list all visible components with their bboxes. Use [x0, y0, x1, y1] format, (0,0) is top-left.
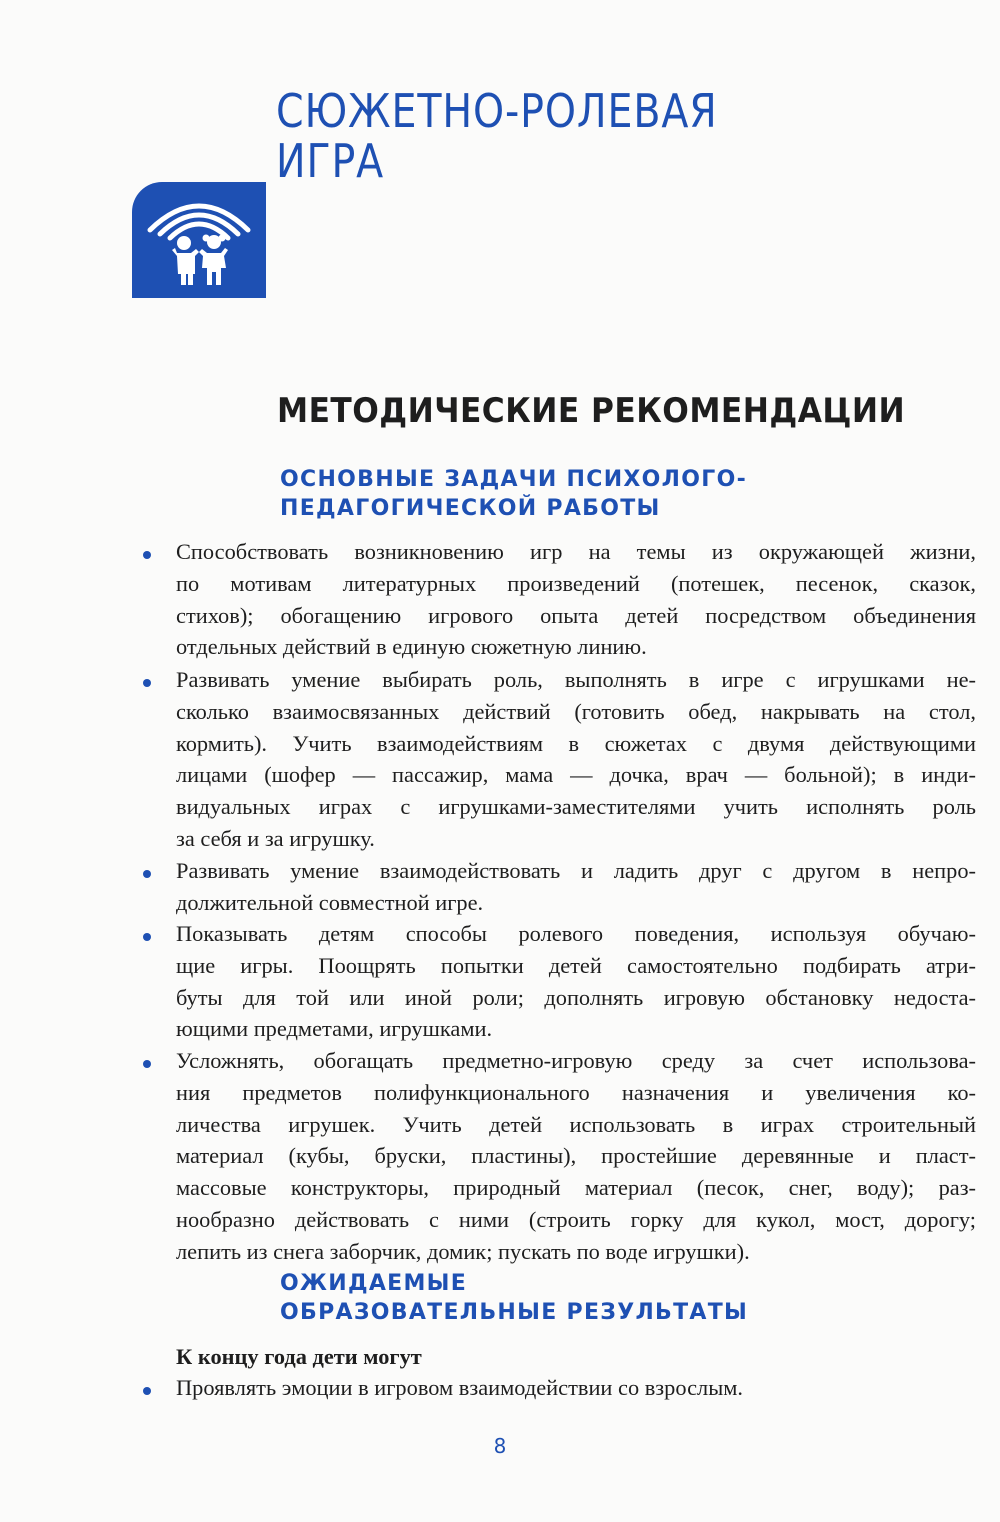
bullet-icon — [143, 1060, 151, 1068]
list-item — [176, 855, 976, 919]
list-item — [176, 918, 976, 1045]
list-item-line: Показывать детям способы ролевого поведения, используя обучаю- — [176, 921, 976, 946]
list-item-line: нообразно действовать с ними (строить горку для кукол, мост, дорогу; — [176, 1206, 976, 1232]
bullet-icon — [143, 1387, 151, 1395]
list-item-line: видуальных играх с игрушками-заместителями учить исполнять роль — [176, 794, 976, 820]
children-rainbow-icon-graphic — [132, 182, 266, 298]
list-item-line: материал (кубы, бруски, пластины), простейшие деревянные и пласт- — [176, 1143, 976, 1169]
list-item-line: буты для той или иной роли; дополнять игровую обстановку недоста- — [176, 984, 976, 1010]
tasks-title — [280, 465, 747, 523]
list-item — [176, 1045, 976, 1268]
list-item-line: массовые конструкторы, природный материал (песок, снег, воду); раз- — [176, 1175, 976, 1201]
list-item-line: Проявлять эмоции в игровом взаимодействии со взрослым. — [176, 1375, 744, 1400]
chapter-title-line: ИГРА — [276, 134, 385, 188]
list-item — [176, 536, 976, 663]
list-item-line: Развивать умение взаимодействовать и ладить друг с другом в непро- — [176, 858, 976, 883]
list-item-line: Усложнять, обогащать предметно-игровую среду за счет использова- — [176, 1048, 976, 1073]
tasks-title-line: ПЕДАГОГИЧЕСКОЙ РАБОТЫ — [280, 496, 661, 521]
section-title: МЕТОДИЧЕСКИЕ РЕКОМЕНДАЦИИ — [277, 391, 906, 431]
results-lead: К концу года дети могут — [176, 1344, 422, 1369]
list-item — [176, 1372, 976, 1404]
tasks-title-line: ОСНОВНЫЕ ЗАДАЧИ ПСИХОЛОГО- — [280, 467, 748, 492]
bullet-icon — [143, 870, 151, 878]
list-item-line: за себя и за игрушку. — [176, 825, 375, 851]
list-item-line: отдельных действий в единую сюжетную линию. — [176, 634, 647, 660]
list-item-line: личества игрушек. Учить детей использовать в играх строительный — [176, 1111, 976, 1137]
list-item-line: ющими предметами, игрушками. — [176, 1016, 493, 1042]
list-item-line: Способствовать возникновению игр на темы из окружающей жизни, — [176, 539, 976, 564]
children-rainbow-icon — [132, 182, 266, 298]
page-number: 8 — [493, 1434, 507, 1458]
bullet-icon — [143, 933, 151, 941]
chapter-title — [276, 86, 718, 186]
list-item — [176, 664, 976, 855]
bullet-icon — [143, 551, 151, 559]
list-item-line: лицами (шофер — пассажир, мама — дочка, врач — больной); в инди- — [176, 762, 976, 788]
chapter-title-line: СЮЖЕТНО-РОЛЕВАЯ — [276, 84, 718, 138]
list-item-line: лепить из снега заборчик, домик; пускать по воде игрушки). — [176, 1238, 750, 1264]
list-item-line: Развивать умение выбирать роль, выполнять в игре с игрушками не- — [176, 667, 976, 692]
list-item-line: должительной совместной игре. — [176, 889, 484, 915]
bullet-icon — [143, 679, 151, 687]
list-item-line: щие игры. Поощрять попытки детей самостоятельно подбирать атри- — [176, 952, 976, 978]
list-item-line: сколько взаимосвязанных действий (готовить обед, накрывать на стол, — [176, 698, 976, 724]
list-item-line: по мотивам литературных произведений (потешек, песенок, сказок, — [176, 570, 976, 596]
list-item-line: стихов); обогащению игрового опыта детей посредством объединения — [176, 602, 976, 628]
results-title-line: ОБРАЗОВАТЕЛЬНЫЕ РЕЗУЛЬТАТЫ — [280, 1300, 749, 1325]
list-item-line: ния предметов полифункционального назначения и увеличения ко- — [176, 1079, 976, 1105]
results-title-line: ОЖИДАЕМЫЕ — [280, 1271, 468, 1296]
results-title — [280, 1269, 748, 1327]
list-item-line: кормить). Учить взаимодействиям в сюжетах с двумя действующими — [176, 730, 976, 756]
